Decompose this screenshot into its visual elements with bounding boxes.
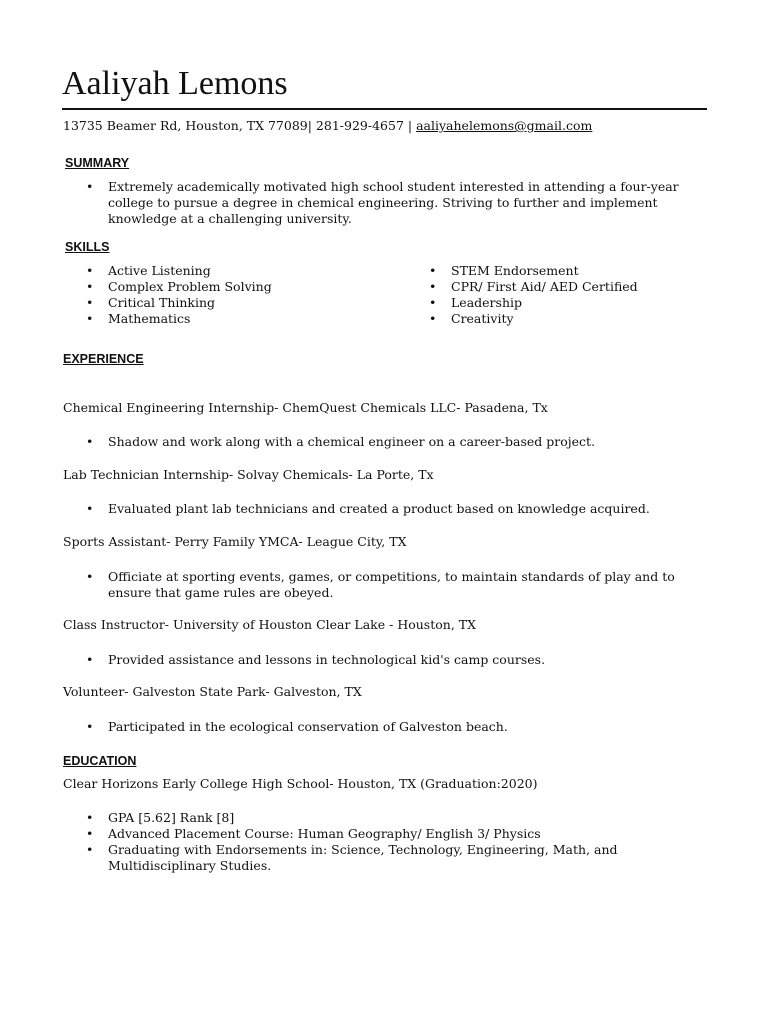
skills-list-right [406,263,726,327]
skills-list-left [63,263,383,327]
resume-name: Aaliyah Lemons [62,65,288,102]
skill-item: • STEM Endorsement [406,263,726,279]
job-bullet: • Shadow and work along with a chemical engineer on a career-based project. [63,434,713,450]
skill-item: • Complex Problem Solving [63,279,383,295]
job-bullets [63,434,713,450]
job-title: Lab Technician Internship- Solvay Chemicals- La Porte, Tx [63,467,434,482]
education-item: • GPA [5.62] Rank [8] [63,810,713,826]
email-link[interactable]: aaliyahelemons@gmail.com [416,118,593,133]
job-bullet: • Provided assistance and lessons in technological kid's camp courses. [63,652,713,668]
skill-item: • Active Listening [63,263,383,279]
skill-item: • Mathematics [63,311,383,327]
school-line: Clear Horizons Early College High School- Houston, TX (Graduation:2020) [63,776,538,791]
job-title: Sports Assistant- Perry Family YMCA- League City, TX [63,534,407,549]
job-bullet: • Participated in the ecological conservation of Galveston beach. [63,719,713,735]
experience-heading: EXPERIENCE [63,352,144,366]
education-list [63,810,713,874]
education-heading: EDUCATION [63,754,137,768]
skills-heading: SKILLS [65,240,110,254]
summary-list [63,179,713,227]
job-bullets [63,719,713,735]
skill-item: • Critical Thinking [63,295,383,311]
job-title: Class Instructor- University of Houston Clear Lake - Houston, TX [63,617,477,632]
education-item: • Graduating with Endorsements in: Science, Technology, Engineering, Math, and Multidisciplinary Studies. [63,842,713,874]
job-bullet: • Evaluated plant lab technicians and created a product based on knowledge acquired. [63,501,713,517]
skill-item: • CPR/ First Aid/ AED Certified [406,279,726,295]
skill-item: • Creativity [406,311,726,327]
summary-item: • Extremely academically motivated high school student interested in attending a four-year college to pursue a degree in chemical engineering. Striving to further and implement knowledge at a challenging university. [63,179,713,227]
job-bullets [63,501,713,517]
job-title: Volunteer- Galveston State Park- Galveston, TX [63,684,362,699]
job-title: Chemical Engineering Internship- ChemQuest Chemicals LLC- Pasadena, Tx [63,400,548,415]
education-item: • Advanced Placement Course: Human Geography/ English 3/ Physics [63,826,713,842]
summary-heading: SUMMARY [65,156,130,170]
job-bullets [63,569,713,601]
job-bullet: • Officiate at sporting events, games, or competitions, to maintain standards of play and to ensure that game rules are obeyed. [63,569,713,601]
header-divider [62,108,707,110]
job-bullets [63,652,713,668]
contact-line [63,118,592,134]
contact-address: 13735 Beamer Rd, Houston, TX 77089| 281-929-4657 | [63,118,417,133]
skill-item: • Leadership [406,295,726,311]
